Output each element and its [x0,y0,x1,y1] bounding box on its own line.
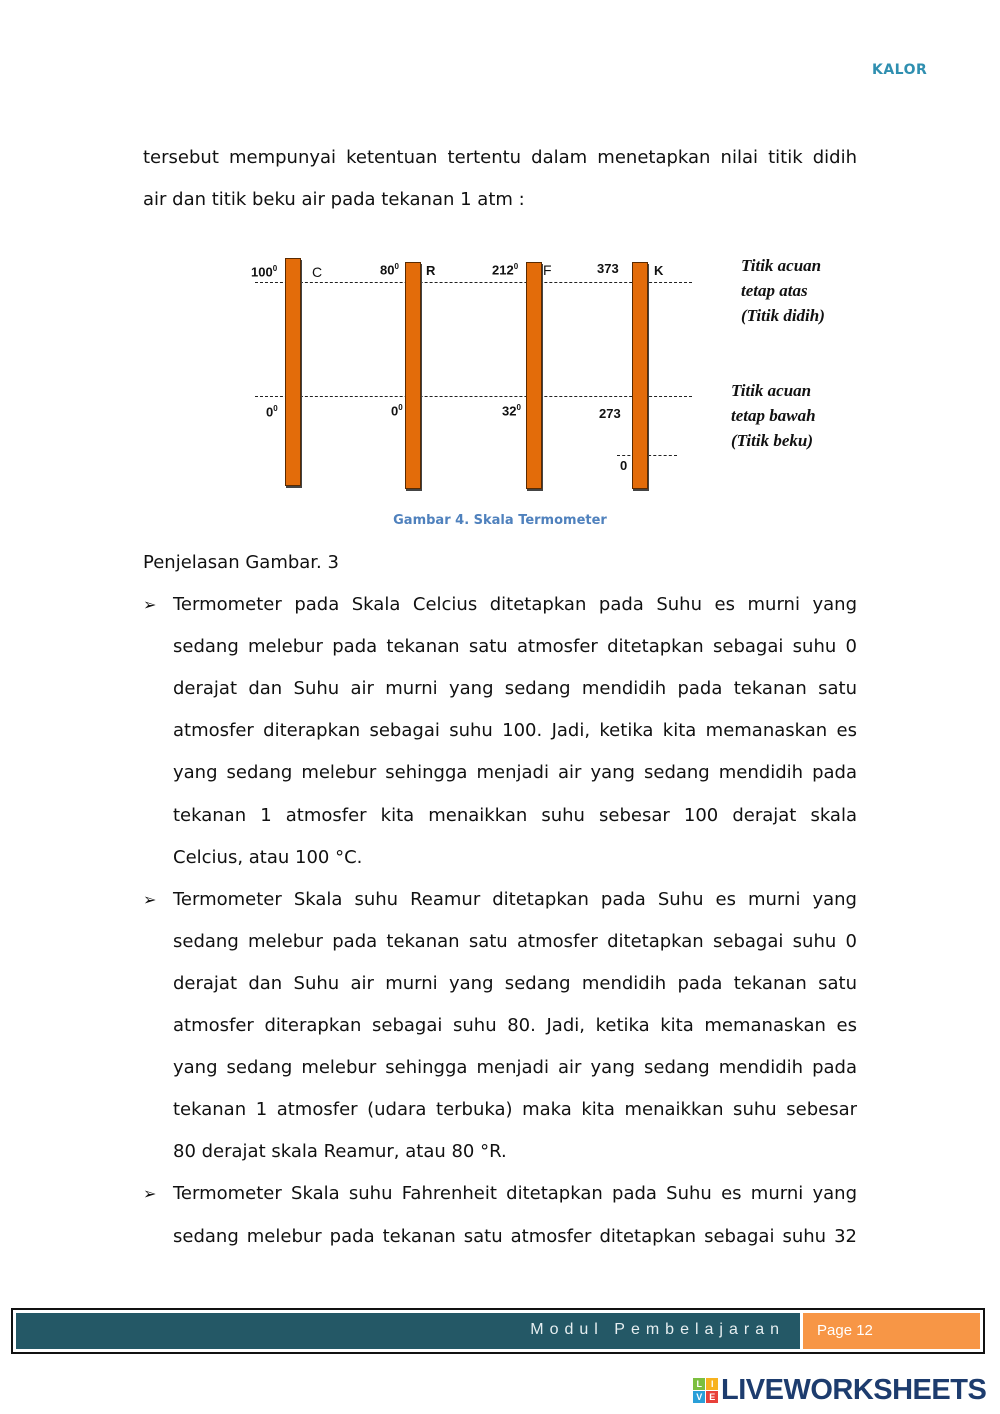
bullet-arrow-icon: ➢ [143,889,157,909]
bullet-text-line: derajat dan Suhu air murni yang sedang mendidih pada tekanan satu [173,678,857,700]
lower-reference-line [255,396,692,397]
celsius-unit: C [312,264,323,280]
figure-caption: Gambar 4. Skala Termometer [393,513,607,528]
reamur-top-label: $80^0$ [380,262,399,278]
bullet-text-line: sedang melebur pada tekanan satu atmosfer ditetapkan sebagai suhu 0 [173,636,857,658]
fahrenheit-unit: F [543,262,552,278]
upper-reference-line [255,282,692,283]
kelvin-top-label: 373 [597,261,619,276]
liveworksheets-logo: L I V E LIVEWORKSHEETS [693,1374,986,1407]
bullet-text-line: 80 derajat skala Reamur, atau 80 °R. [173,1141,507,1163]
celsius-thermometer-bar [285,258,301,486]
fahrenheit-top-label: $212^0$ [492,262,519,278]
kelvin-thermometer-bar [632,262,648,489]
bullet-text-line: sedang melebur pada tekanan satu atmosfer ditetapkan sebagai suhu 0 [173,930,857,952]
bullet-text-line: atmosfer diterapkan sebagai suhu 100. Jadi, ketika kita memanaskan es [173,720,857,742]
kelvin-unit: K [654,263,664,278]
reamur-unit: R [426,263,436,278]
bullet-text-line: derajat dan Suhu air murni yang sedang mendidih pada tekanan satu [173,972,857,994]
celsius-top-label: $100^0$ [251,264,278,280]
bullet-text-line: Termometer Skala suhu Fahrenheit ditetapkan pada Suhu es murni yang [173,1183,857,1205]
reamur-bottom-label: $0^0$ [391,403,403,419]
header-title: KALOR [872,62,928,78]
footer-page-number: Page 12 [817,1322,873,1339]
bullet-text-line: Celcius, atau 100 °C. [173,846,363,868]
upper-reference-note: Titik acuan tetap atas (Titik didih) [741,256,825,325]
celsius-bottom-label: $0^0$ [266,404,278,420]
bullet-text-line: Termometer Skala suhu Reamur ditetapkan pada Suhu es murni yang [173,888,857,910]
footer-module-title: Modul Pembelajaran [530,1321,785,1338]
bullet-arrow-icon: ➢ [143,1184,157,1204]
intro-line: air dan titik beku air pada tekanan 1 atm : [143,189,525,210]
reamur-thermometer-bar [405,262,421,489]
bullet-text-line: atmosfer diterapkan sebagai suhu 80. Jadi, ketika kita memanaskan es [173,1015,857,1036]
bullet-text-line: sedang melebur pada tekanan satu atmosfer ditetapkan sebagai suhu 32 [173,1225,857,1247]
logo-grid-icon: L I V E [693,1378,718,1403]
bullet-arrow-icon: ➢ [143,595,157,614]
fahrenheit-bottom-label: $32^0$ [502,403,521,419]
kelvin-zero-label: 0 [620,458,628,473]
kelvin-bottom-label: 273 [599,406,621,421]
intro-line: tersebut mempunyai ketentuan tertentu dalam menetapkan nilai titik didih [143,147,857,168]
bullet-text-line: tekanan 1 atmosfer (udara terbuka) maka kita menaikkan suhu sebesar [173,1099,857,1121]
bullet-text-line: yang sedang melebur sehingga menjadi air yang sedang mendidih pada [173,1057,857,1079]
bullet-text-line: yang sedang melebur sehingga menjadi air yang sedang mendidih pada [173,762,857,784]
bullet-text-line: Termometer pada Skala Celcius ditetapkan pada Suhu es murni yang [173,594,857,615]
section-title: Penjelasan Gambar. 3 [143,552,339,573]
fahrenheit-thermometer-bar [526,262,542,489]
lower-reference-note: Titik acuan tetap bawah (Titik beku) [731,381,816,450]
bullet-text-line: tekanan 1 atmosfer kita menaikkan suhu sebesar 100 derajat skala [173,804,857,826]
